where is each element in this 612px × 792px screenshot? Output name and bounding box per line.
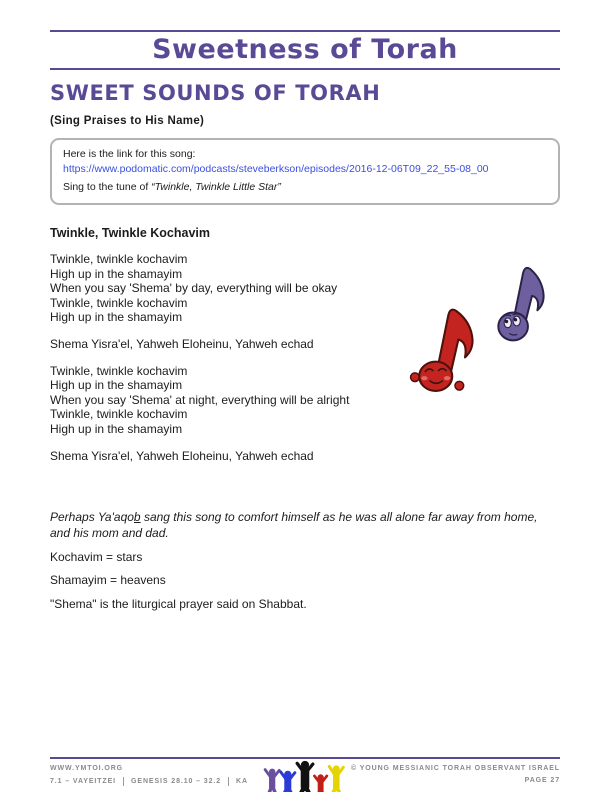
footer-website: WWW.YMTOI.ORG [50,765,124,772]
song-link[interactable]: https://www.podomatic.com/podcasts/steveberkson/episodes/2016-12-06T09_22_55-08_00 [63,163,489,175]
comfort-underlined-letter: b [133,510,141,525]
footer-divider [228,777,229,786]
section-heading: SWEET SOUNDS OF TORAH [50,81,381,105]
lyric-line: Twinkle, twinkle kochavim [50,295,188,310]
lesson-number: 7.1 – VAYEITZEI [50,778,117,785]
lyric-line: When you say 'Shema' by day, everything will be okay [50,281,338,296]
comfort-text-1: Perhaps Ya'aqo [50,510,134,525]
header-rule-bottom [50,68,560,70]
refrain-1: Shema Yisra'el, Yahweh Eloheinu, Yahweh echad [50,336,314,351]
song-link-box [50,138,560,205]
definition-shamayim: Shamayim = heavens [50,573,166,588]
subheading: (Sing Praises to His Name) [50,115,205,127]
shema-note: "Shema" is the liturgical prayer said on Shabbat. [50,596,307,611]
lyric-line: High up in the shamayim [50,421,183,436]
definition-kochavim: Kochavim = stars [50,549,143,564]
footer [50,757,560,786]
lyric-line: Twinkle, twinkle kochavim [50,407,188,422]
lyric-line: High up in the shamayim [50,266,183,281]
footer-right [351,765,560,786]
tune-prefix: Sing to the tune of [63,181,152,193]
level-code: KA [236,778,248,785]
comfort-paragraph [50,510,556,541]
page-number: PAGE 27 [524,777,560,784]
footer-lesson-line [50,777,248,786]
copyright: © YOUNG MESSIANIC TORAH OBSERVANT ISRAEL [350,765,560,772]
lyric-line: High up in the shamayim [50,378,183,393]
red-music-note-icon [406,296,490,398]
lyric-line: Twinkle, twinkle kochavim [50,363,188,378]
lyric-line: Twinkle, twinkle kochavim [50,252,188,266]
purple-music-note-icon [488,256,558,352]
scripture-reference: GENESIS 28.10 – 32.2 [131,778,222,785]
ymtoi-logo-icon [262,758,348,792]
comfort-text-2: sang this song to comfort himself as he was all alone far away from home, and his mom and dad. [50,510,538,540]
footer-divider [123,777,124,786]
music-notes-clipart [404,254,560,400]
song-title: Twinkle, Twinkle Kochavim [50,226,210,240]
page-title: Sweetness of Torah [152,34,458,65]
refrain-2: Shema Yisra'el, Yahweh Eloheinu, Yahweh echad [50,448,314,463]
link-intro: Here is the link for this song: [63,148,196,160]
lyric-line: When you say 'Shema' at night, everything will be alright [50,392,350,407]
link-line [63,162,547,177]
tune-title: “Twinkle, Twinkle Little Star” [151,181,281,193]
tune-line [63,180,547,195]
lyric-line: High up in the shamayim [50,310,183,325]
footer-left [50,765,248,786]
